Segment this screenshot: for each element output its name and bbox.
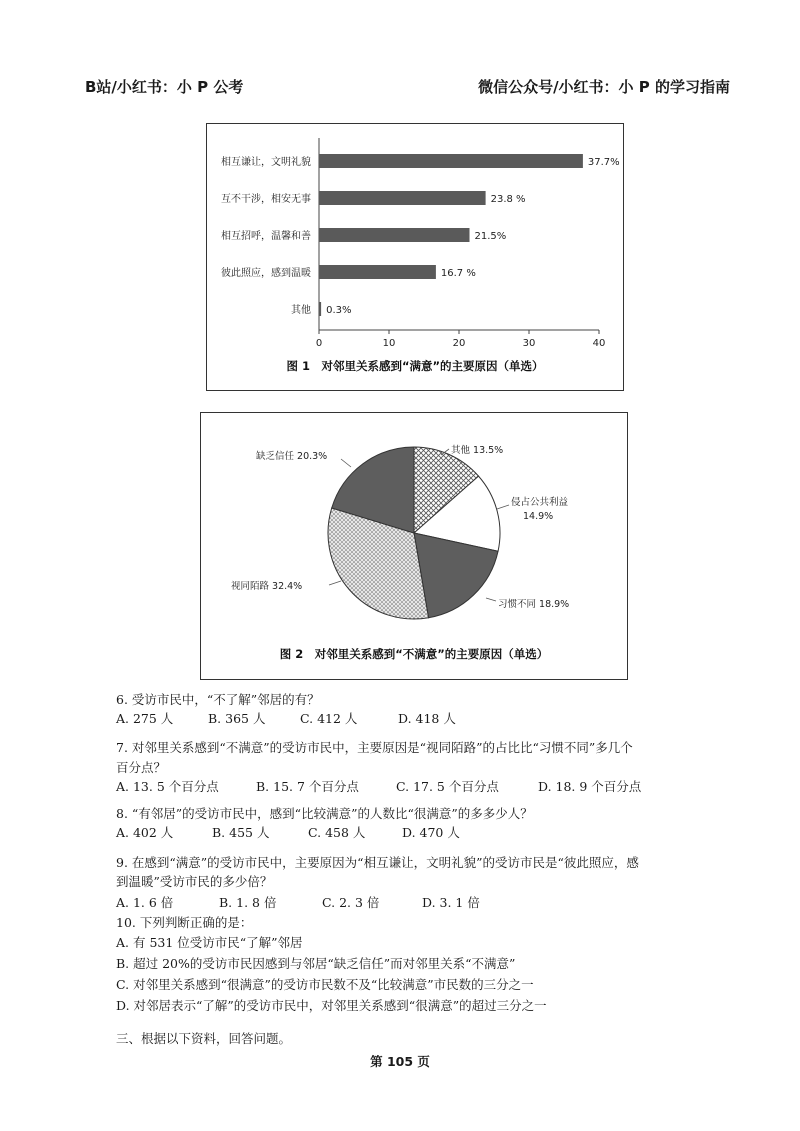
q7-option-a[interactable]: A. 13. 5 个百分点 — [116, 779, 219, 794]
q8-option-a[interactable]: A. 402 人 — [116, 825, 174, 840]
q7-option-b[interactable]: B. 15. 7 个百分点 — [256, 779, 359, 794]
q10-statement-d[interactable]: D. 对邻居表示“了解”的受访市民中，对邻里关系感到“很满意”的超过三分之一 — [116, 998, 547, 1013]
pie-label-strangers: 视同陌路 32.4% — [231, 581, 303, 592]
q7-option-c[interactable]: C. 17. 5 个百分点 — [396, 779, 499, 794]
pie-leader-line — [341, 459, 351, 467]
x-tick-label: 20 — [452, 338, 466, 349]
x-tick-label: 30 — [522, 338, 536, 349]
pie-label-public-interest: 侵占公共利益 — [511, 497, 569, 508]
q10-statement-a[interactable]: A. 有 531 位受访市民“了解”邻居 — [116, 935, 303, 950]
bar-category-label: 其他 — [291, 305, 311, 316]
bar-category-label: 相互招呼，温馨和善 — [221, 231, 311, 242]
bar-category-label: 彼此照应，感到温暖 — [221, 268, 311, 279]
bar-value-label: 23.8 % — [490, 194, 526, 205]
pie-label-trust: 缺乏信任 20.3% — [256, 451, 328, 462]
question-7-options — [116, 777, 641, 795]
q10-statement-c[interactable]: C. 对邻里关系感到“很满意”的受访市民数不及“比较满意”市民数的三分之一 — [116, 977, 534, 992]
pie-label-public-interest-value: 14.9% — [523, 511, 554, 522]
question-9-stem-line1: 9. 在感到“满意”的受访市民中，主要原因为“相互谦让，文明礼貌”的受访市民是“彼此照应，感 — [116, 855, 639, 870]
header-right: 微信公众号/小红书：小 P 的学习指南 — [478, 78, 730, 96]
bar-category-label: 互不干涉，相安无事 — [221, 194, 311, 205]
bar-value-label: 0.3% — [326, 305, 352, 316]
q6-option-a[interactable]: A. 275 人 — [116, 711, 174, 726]
q8-option-b[interactable]: B. 455 人 — [212, 825, 270, 840]
bar-value-label: 21.5% — [474, 231, 507, 242]
x-tick-label: 40 — [592, 338, 606, 349]
bar — [319, 191, 486, 205]
question-9-options — [116, 893, 480, 911]
question-8-options — [116, 823, 460, 841]
pie-chart-svg — [201, 413, 627, 679]
bar — [319, 154, 583, 168]
page-number: 第 105 页 — [370, 1054, 430, 1069]
bar-value-label: 37.7% — [587, 157, 620, 168]
figure-1-bar-chart — [206, 123, 624, 391]
q9-option-c[interactable]: C. 2. 3 倍 — [322, 895, 380, 910]
bar-chart-svg — [207, 124, 623, 390]
question-10-stem: 10. 下列判断正确的是： — [116, 915, 253, 930]
pie-label-other: 其他 13.5% — [451, 445, 504, 456]
q9-option-b[interactable]: B. 1. 8 倍 — [219, 895, 277, 910]
bar-category-label: 相互谦让，文明礼貌 — [221, 157, 311, 168]
q6-option-c[interactable]: C. 412 人 — [300, 711, 358, 726]
question-7-stem-line1: 7. 对邻里关系感到“不满意”的受访市民中，主要原因是“视同陌路”的占比比“习惯不同”多几个 — [116, 740, 633, 755]
pie-label-habits: 习惯不同 18.9% — [498, 599, 570, 610]
header-left: B站/小红书：小 P 公考 — [85, 78, 244, 96]
q10-statement-b[interactable]: B. 超过 20%的受访市民因感到与邻居“缺乏信任”而对邻里关系“不满意” — [116, 956, 516, 971]
question-7-stem-line2: 百分点？ — [116, 760, 167, 775]
q9-option-d[interactable]: D. 3. 1 倍 — [422, 895, 480, 910]
bar-value-label: 16.7 % — [440, 268, 476, 279]
q7-option-d[interactable]: D. 18. 9 个百分点 — [538, 779, 642, 794]
chart-1-caption: 图 1 对邻里关系感到“满意”的主要原因（单选） — [286, 359, 544, 373]
q6-option-d[interactable]: D. 418 人 — [398, 711, 456, 726]
question-6-options — [116, 709, 456, 727]
question-8-stem: 8. “有邻居”的受访市民中，感到“比较满意”的人数比“很满意”的多多少人？ — [116, 806, 533, 821]
pie-leader-line — [486, 598, 496, 601]
q8-option-d[interactable]: D. 470 人 — [402, 825, 460, 840]
x-tick-label: 0 — [315, 338, 323, 349]
q6-option-b[interactable]: B. 365 人 — [208, 711, 266, 726]
bar — [319, 302, 321, 316]
question-9-stem-line2: 到温暖”受访市民的多少倍？ — [116, 874, 273, 889]
bar — [319, 228, 470, 242]
chart-2-caption: 图 2 对邻里关系感到“不满意”的主要原因（单选） — [279, 647, 549, 661]
pie-leader-line — [329, 581, 341, 585]
q9-option-a[interactable]: A. 1. 6 倍 — [116, 895, 174, 910]
x-tick-label: 10 — [382, 338, 396, 349]
bar — [319, 265, 436, 279]
figure-2-pie-chart — [200, 412, 628, 680]
q8-option-c[interactable]: C. 458 人 — [308, 825, 366, 840]
section-heading: 三、根据以下资料，回答问题。 — [116, 1031, 292, 1046]
pie-leader-line — [497, 505, 509, 509]
question-6-stem: 6. 受访市民中，“不了解”邻居的有？ — [116, 692, 320, 707]
